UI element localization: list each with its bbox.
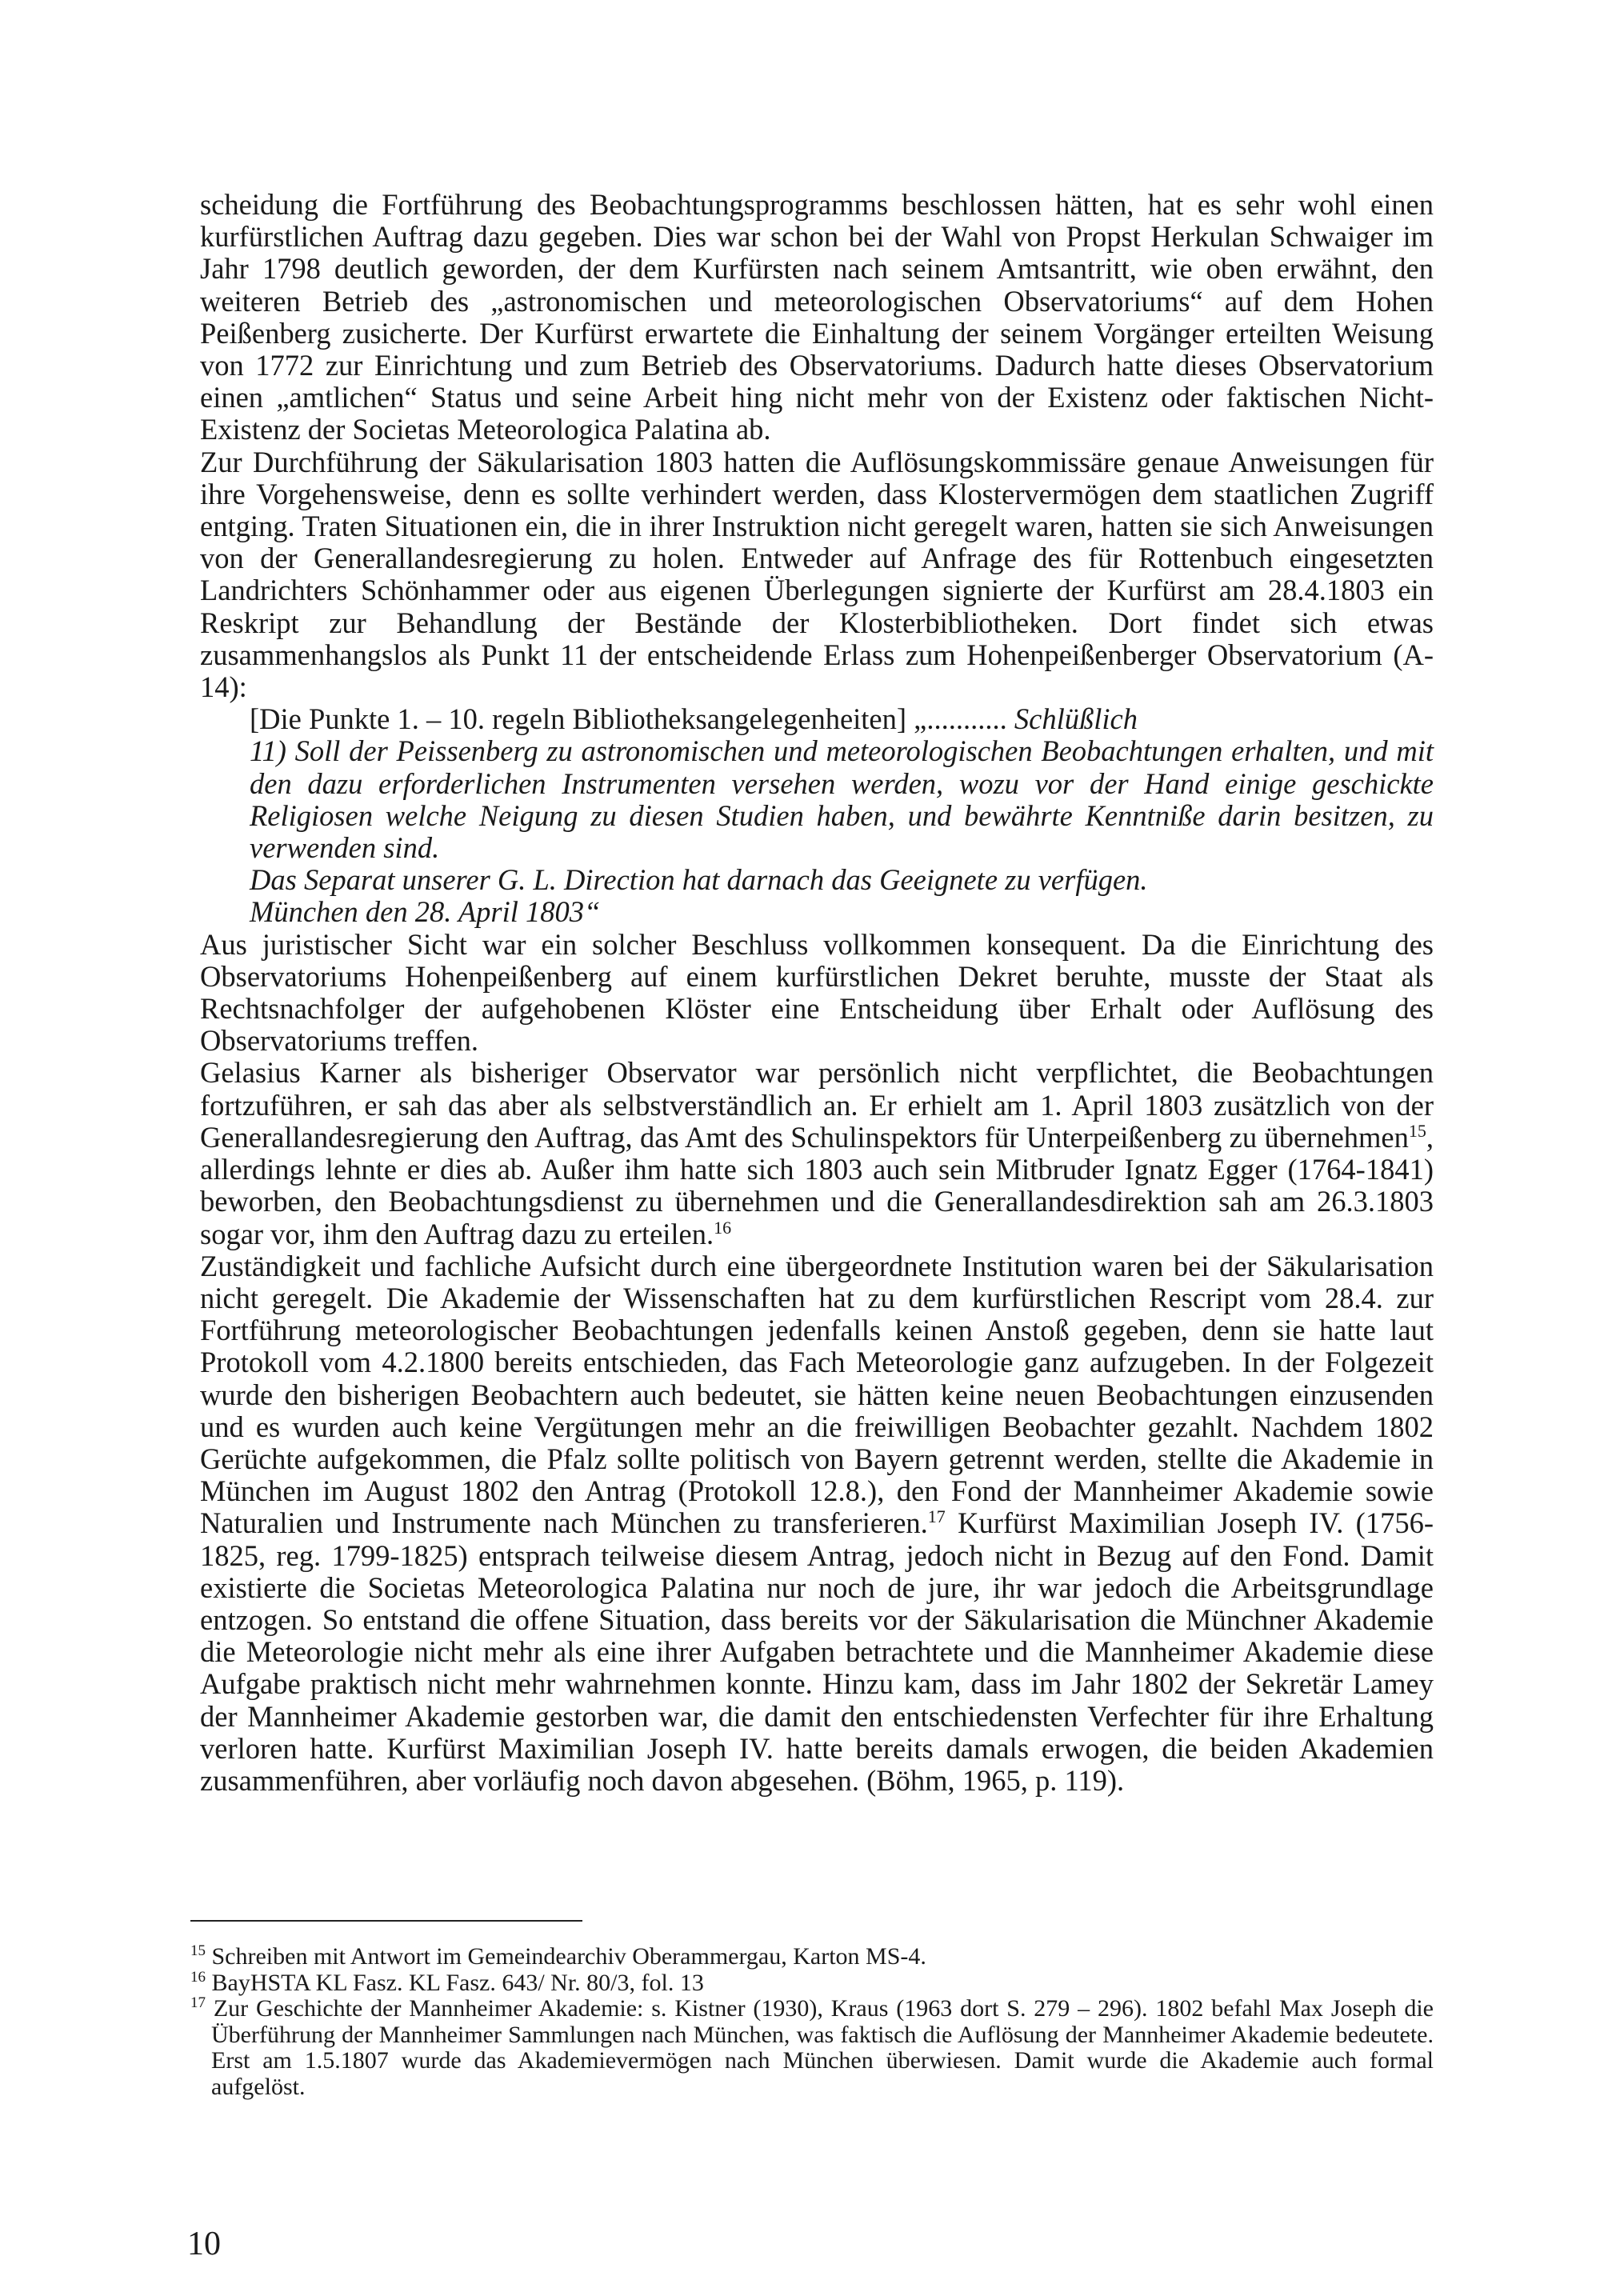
footnote-15 xyxy=(190,1944,1434,1970)
footnote-ref-16[interactable]: 16 xyxy=(714,1217,732,1238)
quote-intro-plain: [Die Punkte 1. – 10. regeln Bibliotheksangelegenheiten] „........... xyxy=(250,702,1014,736)
quote-separat: Das Separat unserer G. L. Direction hat darnach das Geeignete zu verfügen. xyxy=(250,863,1148,897)
paragraph-5 xyxy=(200,1250,1434,1797)
footnotes xyxy=(190,1944,1434,2100)
footnote-number: 17 xyxy=(190,1994,206,2011)
quote-intro xyxy=(250,703,1434,735)
decree-quote xyxy=(250,703,1434,928)
quote-intro-italic: Schlüßlich xyxy=(1014,702,1138,736)
quote-date: München den 28. April 1803“ xyxy=(250,895,601,929)
footnote-number: 15 xyxy=(190,1942,206,1959)
footnote-separator xyxy=(190,1920,582,1922)
paragraph-3: Aus juristischer Sicht war ein solcher Beschluss vollkommen konsequent. Da die Einrichtung des Observatoriums Hohenpeißenberg auf einem kurfürstlichen Dekret beruhte, musste der Staat als Rechtsnachfolger der aufgehobenen Klöster eine Entscheidung über Erhalt oder Auflösung des Observatoriums treffen. xyxy=(200,927,1434,1058)
footnote-text: Schreiben mit Antwort im Gemeindearchiv Oberammergau, Karton MS-4. xyxy=(211,1943,926,1970)
footnote-ref-15[interactable]: 15 xyxy=(1408,1120,1426,1141)
paragraph-1: scheidung die Fortführung des Beobachtungsprogramms beschlossen hätten, hat es sehr wohl einen kurfürstlichen Auftrag dazu gegeben. Dies war schon bei der Wahl von Propst Herkulan Schwaiger im Jahr 1798 deutlich geworden, der dem Kurfürsten nach seinem Amtsantritt, wie oben erwähnt, den weiteren Betrieb des „astronomischen und meteorologischen Observatoriums“ auf dem Hohen Peißenberg zusicherte. Der Kurfürst erwartete die Einhaltung der seinem Vorgänger erteilten Weisung von 1772 zur Einrichtung und zum Betrieb des Observatoriums. Dadurch hatte dieses Observatorium einen „amtlichen“ Status und seine Arbeit hing nicht mehr von der Existenz oder faktischen Nicht-Existenz der Societas Meteorologica Palatina ab. xyxy=(200,188,1434,446)
paragraph-4-text-a: Gelasius Karner als bisheriger Observator war persönlich nicht verpflichtet, die Beobachtungen fortzuführen, er sah das aber als selbstverständlich an. Er erhielt am 1. April 1803 zusätzlich von der Generallandesregierung den Auftrag, das Amt des Schulinspektors für Unterpeißenberg zu übernehmen xyxy=(200,1056,1434,1154)
quote-point-11: 11) Soll der Peissenberg zu astronomischen und meteorologischen Beobachtungen erhalten, und mit den dazu erforderlichen Instrumenten versehen werden, wozu vor der Hand einige geschickte Religiosen welche Neigung zu diesen Studien haben, und bewährte Kenntniße darin besitzen, zu verwenden sind. xyxy=(250,734,1434,865)
footnote-text: BayHSTA KL Fasz. KL Fasz. 643/ Nr. 80/3, fol. 13 xyxy=(211,1969,704,1996)
footnote-17 xyxy=(190,1996,1434,2100)
footnote-ref-17[interactable]: 17 xyxy=(927,1506,946,1527)
footnote-16 xyxy=(190,1970,1434,1997)
footnote-number: 16 xyxy=(190,1968,206,1986)
paragraph-4 xyxy=(200,1057,1434,1250)
paragraph-2: Zur Durchführung der Säkularisation 1803 hatten die Auflösungskommissäre genaue Anweisungen für ihre Vorgehensweise, denn es sollte verhindert werden, dass Klostervermögen dem staatlichen Zugriff entging. Traten Situationen ein, die in ihrer Instruktion nicht geregelt waren, hatten sie sich Anweisungen von der Generallandesregierung zu holen. Entweder auf Anfrage des für Rottenbuch eingesetzten Landrichters Schönhammer oder aus eigenen Überlegungen signierte der Kurfürst am 28.4.1803 ein Reskript zur Behandlung der Bestände der Klosterbibliotheken. Dort findet sich etwas zusammenhangslos als Punkt 11 der entscheidende Erlass zum Hohenpeißenberger Observatorium (A-14): xyxy=(200,445,1434,704)
paragraph-4-text-b: , allerdings lehnte er dies ab. Außer ihm hatte sich 1803 auch sein Mitbruder Ignatz Egger (1764-1841) beworben, den Beobachtungsdienst zu übernehmen und die Generallandesdirektion sah am 26.3.1803 sogar vor, ihm den Auftrag dazu zu erteilen. xyxy=(200,1120,1434,1250)
paragraph-5-text-b: Kurfürst Maximilian Joseph IV. (1756-1825, reg. 1799-1825) entsprach teilweise diesem Antrag, jedoch nicht in Bezug auf den Fond. Damit existierte die Societas Meteorologica Palatina nur noch de jure, ihr war jedoch die Arbeitsgrundlage entzogen. So entstand die offene Situation, dass bereits vor der Säkularisation die Münchner Akademie die Meteorologie nicht mehr als eine ihrer Aufgaben betrachtete und die Mannheimer Akademie diese Aufgabe praktisch nicht mehr wahrnehmen konnte. Hinzu kam, dass im Jahr 1802 der Sekretär Lamey der Mannheimer Akademie gestorben war, die damit den entschiedensten Verfechter für ihre Erhaltung verloren hatte. Kurfürst Maximilian Joseph IV. hatte bereits damals erwogen, die beiden Akademien zusammenführen, aber vorläufig noch davon abgesehen. (Böhm, 1965, p. 119). xyxy=(200,1506,1434,1797)
paragraph-5-text-a: Zuständigkeit und fachliche Aufsicht durch eine übergeordnete Institution waren bei der Säkularisation nicht geregelt. Die Akademie der Wissenschaften hat zu dem kurfürstlichen Rescript vom 28.4. zur Fortführung meteorologischer Beobachtungen jedenfalls keinen Anstoß gegeben, denn sie hatte laut Protokoll vom 4.2.1800 bereits entschieden, das Fach Meteorologie ganz aufzugeben. In der Folgezeit wurde den bisherigen Beobachtern auch bedeutet, sie hätten keine neuen Beobachtungen einzusenden und es wurden auch keine Vergütungen mehr an die freiwilligen Beobachter gezahlt. Nachdem 1802 Gerüchte aufgekommen, die Pfalz sollte politisch von Bayern getrennt werden, stellte die Akademie in München im August 1802 den Antrag (Protokoll 12.8.), den Fond der Mannheimer Akademie sowie Naturalien und Instrumente nach München zu transferieren. xyxy=(200,1249,1434,1540)
page-number: 10 xyxy=(187,2226,221,2262)
footnote-text: Zur Geschichte der Mannheimer Akademie: s. Kistner (1930), Kraus (1963 dort S. 279 – 296). 1802 befahl Max Joseph die Überführung der Mannheimer Sammlungen nach München, was faktisch die Auflösung der Mannheimer Akademie bedeutete. Erst am 1.5.1807 wurde das Akademievermögen nach München überwiesen. Damit wurde die Akademie auch formal aufgelöst. xyxy=(211,1995,1434,2100)
main-text xyxy=(200,189,1434,1797)
